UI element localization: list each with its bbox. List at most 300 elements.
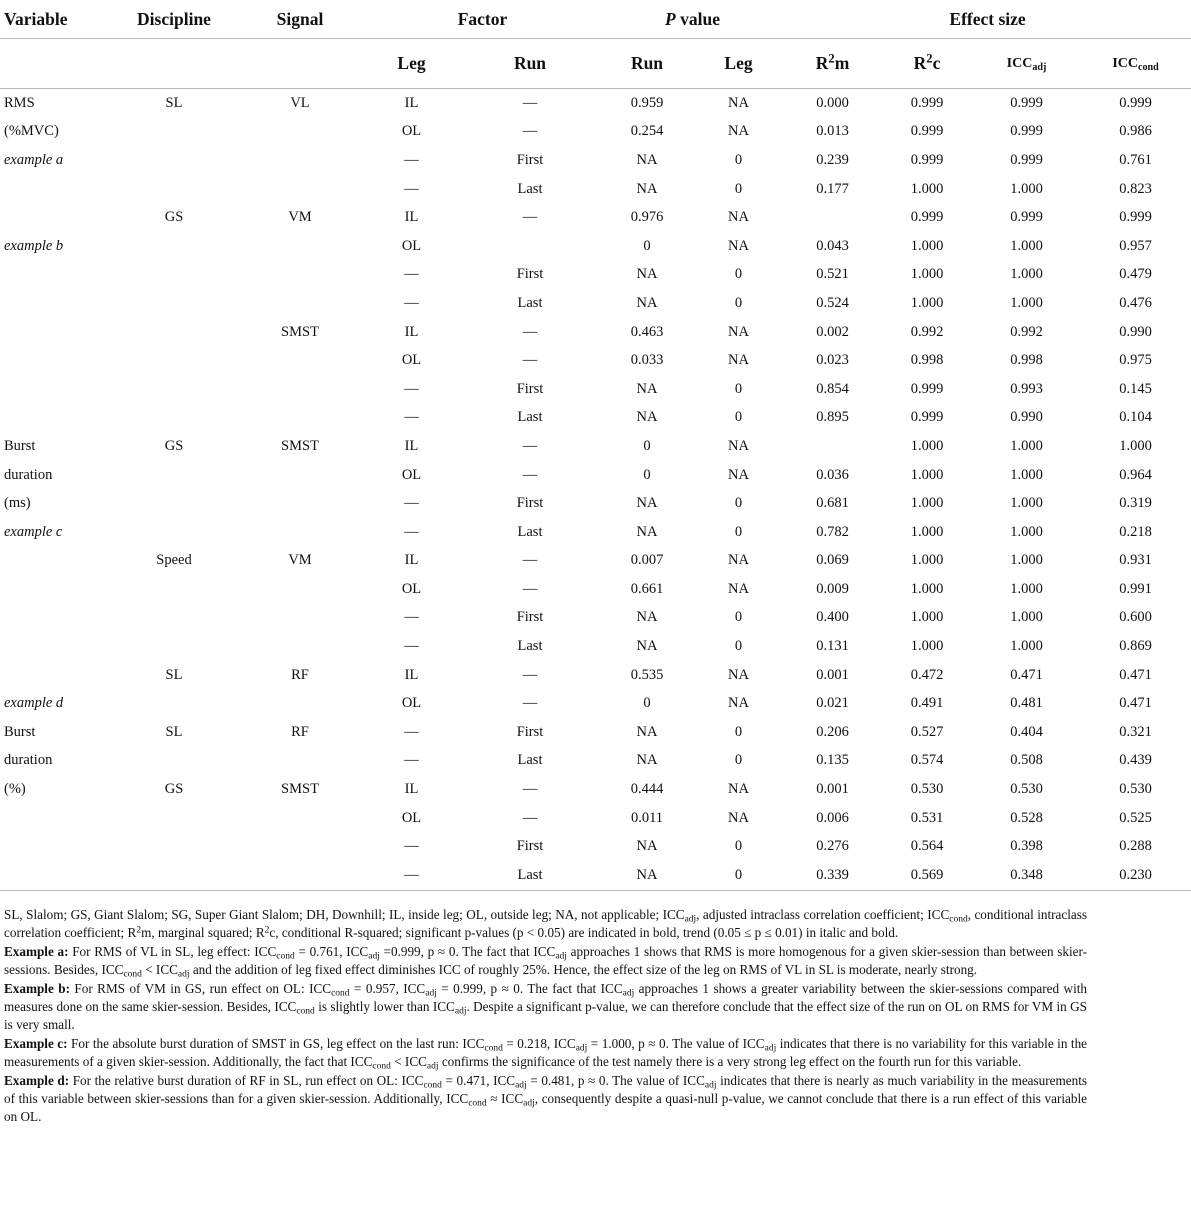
cell-factor-leg: — — [404, 380, 419, 397]
cell-signal — [236, 489, 364, 518]
cell-r2m: 0.177 — [816, 180, 849, 197]
cell-signal — [236, 804, 364, 833]
cell-p-run: NA — [636, 180, 658, 197]
cell-factor-leg: OL — [401, 809, 422, 826]
cell-icc-cond: 0.869 — [1119, 638, 1152, 655]
cell-variable: (ms) — [4, 495, 31, 512]
cell-variable: duration — [4, 466, 53, 483]
cell-p-leg: NA — [728, 466, 749, 483]
cell-p-leg: NA — [728, 666, 749, 683]
cell-factor-run: Last — [517, 409, 543, 426]
cell-discipline — [112, 175, 236, 204]
cell-p-leg: NA — [728, 323, 749, 340]
cell-factor-leg: OL — [401, 466, 422, 483]
cell-r2c: 1.000 — [910, 466, 944, 483]
cell-icc-cond: 0.761 — [1119, 151, 1152, 168]
cell-p-run: NA — [636, 294, 658, 311]
cell-discipline — [112, 632, 236, 661]
cell-discipline — [112, 489, 236, 518]
cell-variable: example c — [4, 523, 63, 540]
cell-p-run: 0 — [643, 466, 651, 483]
cell-signal — [236, 518, 364, 547]
cell-r2c: 0.530 — [910, 781, 944, 798]
cell-signal — [236, 146, 364, 175]
table-row — [0, 832, 1191, 861]
cell-icc-cond: 0.218 — [1119, 523, 1152, 540]
cell-signal — [236, 289, 364, 318]
cell-p-run: 0.254 — [630, 123, 664, 140]
cell-factor-run: First — [516, 609, 544, 626]
cell-r2m: 0.400 — [816, 609, 849, 626]
cell-factor-leg: IL — [404, 323, 419, 340]
cell-icc-adj: 1.000 — [1010, 523, 1043, 540]
cell-p-leg: NA — [728, 123, 749, 140]
cell-factor-leg: OL — [401, 237, 422, 254]
cell-signal — [236, 604, 364, 633]
cell-icc-adj: 0.481 — [1010, 695, 1043, 712]
table-row — [0, 747, 1191, 776]
cell-p-leg: 0 — [734, 638, 743, 655]
cell-r2m: 0.001 — [816, 666, 849, 683]
cell-factor-leg: — — [404, 151, 419, 168]
cell-icc-cond: 0.321 — [1119, 723, 1152, 740]
table-body — [0, 89, 1191, 891]
cell-r2c: 1.000 — [910, 638, 944, 655]
cell-variable — [0, 575, 112, 604]
table-row — [0, 346, 1191, 375]
cell-icc-cond: 0.530 — [1119, 781, 1152, 798]
cell-icc-adj: 1.000 — [1010, 552, 1043, 569]
table-row — [0, 575, 1191, 604]
cell-factor-leg: IL — [404, 437, 419, 454]
footnote-example-a: Example a: For RMS of VL in SL, leg effect: $ICC_{cond} = 0.761$, $ICC_{adj} =0.999$, p ≈ 0. The fact that $ICC_{adj}$ approaches 1 shows that RMS is more homogenous for a given skier-session than between skier-sessions. Besides, $ICC_{cond} < ICC_{adj}$ and the addition of leg fixed effect diminishes ICC of roughly 25%. Hence, the effect size of the leg on RMS of VL in SL is moderate, nearly strong. — [4, 944, 1088, 980]
header-factor-leg: Leg — [364, 39, 459, 89]
cell-variable — [0, 318, 112, 347]
cell-icc-adj: 0.398 — [1010, 838, 1043, 855]
cell-p-leg: 0 — [734, 380, 743, 397]
cell-icc-adj: 0.999 — [1010, 123, 1043, 140]
cell-discipline — [112, 461, 236, 490]
cell-r2m — [784, 432, 881, 461]
cell-icc-adj: 0.348 — [973, 861, 1080, 890]
cell-factor-run: First — [516, 266, 544, 283]
cell-p-run: NA — [636, 523, 658, 540]
cell-r2m: 0.021 — [816, 695, 849, 712]
cell-factor-run: — — [522, 323, 538, 340]
table-row — [0, 661, 1191, 690]
cell-p-run: 0 — [643, 237, 651, 254]
cell-r2m: 0.782 — [816, 523, 849, 540]
cell-icc-cond: 0.479 — [1119, 266, 1152, 283]
header-icc-adj: $ICC_{adj}$ — [973, 39, 1080, 89]
cell-discipline — [112, 375, 236, 404]
table-row — [0, 375, 1191, 404]
cell-icc-adj: 0.528 — [1010, 809, 1043, 826]
cell-p-leg: NA — [728, 237, 749, 254]
cell-variable: duration — [4, 752, 53, 769]
cell-p-leg: 0 — [693, 861, 784, 890]
cell-factor-run: First — [516, 495, 544, 512]
cell-factor-leg: — — [404, 752, 419, 769]
cell-variable: example a — [4, 151, 64, 168]
cell-variable — [0, 632, 112, 661]
cell-signal — [236, 861, 364, 890]
cell-signal: VL — [290, 94, 310, 111]
cell-factor-run: First — [516, 380, 544, 397]
header-discipline: Discipline — [112, 0, 236, 39]
table-row — [0, 632, 1191, 661]
header-p-value — [601, 0, 784, 39]
cell-factor-run: Last — [517, 180, 543, 197]
cell-discipline: GS — [164, 781, 184, 798]
cell-factor-leg: — — [404, 609, 419, 626]
cell-signal: VM — [288, 209, 312, 226]
cell-signal — [236, 232, 364, 261]
cell-factor-leg: — — [404, 266, 419, 283]
table-row — [0, 289, 1191, 318]
cell-variable — [0, 346, 112, 375]
cell-icc-cond: 0.999 — [1119, 94, 1152, 111]
cell-variable: RMS — [4, 94, 35, 111]
footnote-example-b: Example b: For RMS of VM in GS, run effect on OL: $ICC_{cond} = 0.957$, $ICC_{adj} = 0.999$, p ≈ 0. The fact that $ICC_{adj}$ approaches 1 shows a greater variability between the skier-sessions compared with measures done on the same skier-session. Besides, $ICC_{cond}$ is slightly lower than $ICC_{adj}$. Despite a significant p-value, we can therefore conclude that the effect size of the run on OL on RMS for VM in GS is very small. — [4, 981, 1087, 1032]
cell-icc-cond: 0.439 — [1119, 752, 1152, 769]
cell-factor-run: First — [516, 723, 544, 740]
cell-icc-adj: 0.508 — [1010, 752, 1043, 769]
cell-icc-adj: 1.000 — [1010, 437, 1043, 454]
cell-r2c: 1.000 — [910, 266, 944, 283]
header-variable: Variable — [0, 0, 112, 39]
cell-factor-leg: — — [404, 838, 419, 855]
cell-signal — [236, 404, 364, 433]
header-r2c: $R^2c$ — [881, 39, 973, 89]
cell-variable — [0, 175, 112, 204]
cell-r2m: 0.001 — [816, 781, 849, 798]
cell-r2m: 0.854 — [816, 380, 849, 397]
cell-factor-run: Last — [517, 638, 543, 655]
cell-variable: (%MVC) — [4, 123, 59, 140]
cell-icc-adj: 0.999 — [1010, 151, 1043, 168]
cell-icc-adj: 1.000 — [1010, 237, 1043, 254]
cell-p-leg: NA — [728, 437, 749, 454]
cell-signal: RF — [291, 723, 309, 740]
header-signal: Signal — [236, 0, 364, 39]
cell-factor-run: — — [522, 466, 538, 483]
cell-factor-leg: — — [404, 294, 419, 311]
cell-factor-leg: IL — [404, 781, 419, 798]
cell-variable — [0, 404, 112, 433]
cell-p-run: NA — [636, 752, 658, 769]
cell-r2c: 0.999 — [910, 94, 944, 111]
cell-discipline — [112, 689, 236, 718]
cell-factor-leg: — — [404, 409, 419, 426]
header-p-italic: P — [665, 8, 676, 29]
cell-p-leg: 0 — [734, 409, 743, 426]
cell-p-leg: NA — [728, 94, 749, 111]
cell-signal — [236, 118, 364, 147]
cell-icc-cond: 0.230 — [1080, 861, 1191, 890]
table-row — [0, 718, 1191, 747]
cell-r2m: 0.206 — [816, 723, 849, 740]
cell-signal — [236, 747, 364, 776]
cell-r2c: 1.000 — [910, 552, 944, 569]
cell-icc-adj: 0.993 — [1010, 380, 1043, 397]
header-factor: Factor — [364, 0, 601, 39]
cell-icc-adj: 0.999 — [1010, 94, 1043, 111]
cell-r2m: 0.013 — [816, 123, 849, 140]
cell-p-leg: 0 — [734, 151, 743, 168]
cell-p-leg: 0 — [734, 752, 743, 769]
table-row — [0, 689, 1191, 718]
cell-r2c: 0.527 — [910, 723, 944, 740]
cell-p-run: 0.007 — [630, 552, 664, 569]
cell-r2c: 1.000 — [910, 294, 944, 311]
cell-icc-cond: 0.823 — [1119, 180, 1152, 197]
cell-p-leg: 0 — [734, 180, 743, 197]
cell-p-run: 0.011 — [630, 809, 664, 826]
cell-p-leg: NA — [728, 209, 749, 226]
cell-r2m: 0.069 — [816, 552, 849, 569]
header-r2m: $R^2m$ — [784, 39, 881, 89]
cell-factor-leg: OL — [401, 123, 422, 140]
cell-discipline — [112, 318, 236, 347]
cell-r2c: 0.999 — [910, 380, 944, 397]
cell-r2m: 0.043 — [816, 237, 849, 254]
table-row — [0, 804, 1191, 833]
cell-signal — [236, 575, 364, 604]
cell-r2m: 0.002 — [816, 323, 849, 340]
header-p-rest: value — [675, 8, 720, 29]
cell-discipline — [112, 118, 236, 147]
table-row — [0, 118, 1191, 147]
table-row — [0, 175, 1191, 204]
cell-p-run: NA — [636, 609, 658, 626]
cell-discipline: SL — [165, 94, 183, 111]
cell-factor-leg: OL — [401, 580, 422, 597]
cell-r2c: 0.999 — [910, 123, 944, 140]
cell-discipline — [112, 346, 236, 375]
cell-icc-cond: 0.600 — [1119, 609, 1152, 626]
cell-icc-cond: 0.145 — [1119, 380, 1152, 397]
cell-r2m: 0.521 — [816, 266, 849, 283]
cell-factor-leg: — — [404, 495, 419, 512]
cell-factor-run: — — [522, 781, 538, 798]
cell-r2m: 0.339 — [784, 861, 881, 890]
cell-icc-cond: 0.288 — [1119, 838, 1152, 855]
cell-r2c: 0.999 — [910, 409, 944, 426]
cell-p-leg: 0 — [734, 294, 743, 311]
cell-r2m: 0.895 — [816, 409, 849, 426]
cell-icc-adj: 0.471 — [1010, 666, 1043, 683]
cell-discipline: GS — [164, 437, 184, 454]
cell-icc-adj: 1.000 — [1010, 609, 1043, 626]
cell-variable — [0, 261, 112, 290]
cell-r2m: 0.009 — [816, 580, 849, 597]
cell-discipline — [112, 804, 236, 833]
cell-factor-run: — — [522, 437, 538, 454]
cell-icc-cond: 0.319 — [1119, 495, 1152, 512]
cell-factor-run: — — [522, 352, 538, 369]
cell-p-leg: 0 — [734, 523, 743, 540]
cell-icc-adj: 0.404 — [1010, 723, 1043, 740]
cell-p-leg: 0 — [734, 609, 743, 626]
cell-p-leg: 0 — [734, 838, 743, 855]
cell-variable — [0, 203, 112, 232]
cell-factor-run: — — [522, 123, 538, 140]
table-row — [0, 432, 1191, 461]
cell-factor-run: First — [516, 151, 544, 168]
cell-icc-cond: 0.990 — [1119, 323, 1152, 340]
cell-p-run: NA — [636, 638, 658, 655]
cell-variable: example b — [4, 237, 64, 254]
cell-variable — [0, 832, 112, 861]
cell-variable — [0, 804, 112, 833]
cell-r2c: 0.574 — [910, 752, 944, 769]
table-row — [0, 547, 1191, 576]
footnote-example-c: Example c: For the absolute burst duration of SMST in GS, leg effect on the last run: $ICC_{cond} = 0.218$, $ICC_{adj} = 1.000$, p ≈ 0. The value of $ICC_{adj}$ indicates that there is no variability for this variable in the measurements of a given skier-session. Additionally, the fact that $ICC_{cond} < ICC_{adj}$ confirms the significance of the test namely there is a very strong leg effect on the fourth run for this variable. — [4, 1036, 1088, 1072]
cell-discipline — [112, 232, 236, 261]
cell-variable — [0, 289, 112, 318]
cell-p-run: 0.976 — [630, 209, 664, 226]
cell-r2m: 0.006 — [816, 809, 849, 826]
cell-icc-adj: 1.000 — [1010, 180, 1043, 197]
cell-r2c: 0.998 — [910, 352, 944, 369]
cell-icc-adj: 1.000 — [1010, 580, 1043, 597]
cell-r2c: 0.992 — [910, 323, 944, 340]
cell-factor-run — [459, 232, 601, 261]
cell-p-run: NA — [636, 495, 658, 512]
table-row — [0, 604, 1191, 633]
cell-p-run: 0.535 — [630, 666, 664, 683]
cell-r2c: 1.000 — [910, 437, 944, 454]
cell-variable: Burst — [4, 437, 36, 454]
cell-factor-run: Last — [517, 752, 543, 769]
cell-p-run: 0 — [643, 437, 651, 454]
cell-factor-leg: IL — [404, 666, 419, 683]
cell-icc-cond: 0.957 — [1119, 237, 1152, 254]
cell-icc-cond: 1.000 — [1119, 437, 1152, 454]
cell-discipline: Speed — [156, 552, 192, 569]
table-row — [0, 404, 1191, 433]
table-row — [0, 775, 1191, 804]
cell-signal — [236, 175, 364, 204]
cell-r2c: 1.000 — [910, 237, 944, 254]
cell-icc-cond: 0.525 — [1119, 809, 1152, 826]
cell-discipline — [112, 518, 236, 547]
cell-r2m: 0.135 — [816, 752, 849, 769]
cell-r2m: 0.524 — [816, 294, 849, 311]
cell-factor-leg: — — [364, 861, 459, 890]
cell-signal: SMST — [281, 437, 319, 454]
cell-r2c: 1.000 — [910, 580, 944, 597]
cell-icc-adj: 1.000 — [1010, 294, 1043, 311]
cell-signal — [236, 689, 364, 718]
cell-discipline: GS — [164, 209, 184, 226]
header-p-leg: Leg — [693, 39, 784, 89]
cell-r2m: 0.023 — [816, 352, 849, 369]
cell-variable: example d — [4, 695, 64, 712]
cell-r2c: 1.000 — [910, 609, 944, 626]
cell-signal — [236, 632, 364, 661]
cell-p-leg: NA — [728, 580, 749, 597]
cell-p-run: NA — [601, 861, 693, 890]
cell-r2c: 0.531 — [910, 809, 944, 826]
cell-signal — [236, 832, 364, 861]
cell-r2c: 0.491 — [910, 695, 944, 712]
cell-variable: Burst — [4, 723, 36, 740]
table-row — [0, 261, 1191, 290]
cell-discipline: SL — [165, 723, 183, 740]
cell-signal — [236, 461, 364, 490]
cell-icc-cond: 0.991 — [1119, 580, 1152, 597]
cell-p-run: 0.661 — [630, 580, 664, 597]
table-footnotes — [4, 906, 1087, 1125]
cell-factor-leg: IL — [404, 209, 419, 226]
cell-variable — [0, 861, 112, 890]
cell-factor-run: — — [522, 809, 538, 826]
cell-factor-leg: OL — [401, 352, 422, 369]
table-row — [0, 146, 1191, 175]
cell-icc-cond: 0.471 — [1119, 666, 1152, 683]
cell-factor-leg: — — [404, 638, 419, 655]
footnote-example-d: Example d: For the relative burst duration of RF in SL, run effect on OL: $ICC_{cond} = 0.471$, $ICC_{adj} = 0.481$, p ≈ 0. The value of $ICC_{adj}$ indicates that there is nearly as much variability in the measurements of this variable between skier-sessions than for a given skier-session. Additionally, $ICC_{cond} \approx ICC_{adj}$, consequently despite a quasi-null p-value, we cannot conclude that there is a run effect of this variable on OL. — [4, 1073, 1087, 1124]
cell-icc-adj: 1.000 — [1010, 638, 1043, 655]
header-row-sub — [0, 39, 1191, 89]
cell-signal: SMST — [281, 781, 319, 798]
cell-discipline — [112, 575, 236, 604]
cell-variable — [0, 375, 112, 404]
cell-factor-leg: IL — [404, 552, 419, 569]
cell-signal: VM — [288, 552, 312, 569]
header-icc-cond: $ICC_{cond}$ — [1080, 39, 1191, 89]
table-row — [0, 489, 1191, 518]
cell-icc-cond: 0.999 — [1119, 209, 1152, 226]
cell-discipline — [112, 261, 236, 290]
cell-p-run: 0.444 — [630, 781, 664, 798]
cell-r2m: 0.000 — [816, 94, 849, 111]
cell-discipline: SL — [165, 666, 183, 683]
header-factor-run: Run — [459, 39, 601, 89]
table-row — [0, 518, 1191, 547]
cell-r2c: 0.564 — [910, 838, 944, 855]
cell-r2m: 0.036 — [816, 466, 849, 483]
cell-r2m — [784, 203, 881, 232]
table-row — [0, 89, 1191, 118]
cell-discipline — [112, 861, 236, 890]
cell-icc-cond: 0.964 — [1119, 466, 1152, 483]
cell-p-leg: 0 — [734, 723, 743, 740]
cell-r2c: 0.999 — [910, 151, 944, 168]
cell-icc-adj: 1.000 — [1010, 495, 1043, 512]
cell-icc-adj: 1.000 — [1010, 466, 1043, 483]
cell-icc-adj: 0.998 — [1010, 352, 1043, 369]
cell-discipline — [112, 604, 236, 633]
cell-variable: (%) — [4, 781, 26, 798]
cell-p-run: 0.463 — [630, 323, 664, 340]
cell-discipline — [112, 289, 236, 318]
cell-icc-cond: 0.931 — [1119, 552, 1152, 569]
cell-r2m: 0.239 — [816, 151, 849, 168]
cell-factor-run: Last — [517, 523, 543, 540]
table-row — [0, 461, 1191, 490]
cell-factor-leg: — — [404, 723, 419, 740]
cell-p-run: NA — [636, 838, 658, 855]
cell-factor-run: — — [522, 94, 538, 111]
cell-r2m: 0.131 — [816, 638, 849, 655]
cell-factor-run: — — [522, 552, 538, 569]
cell-p-run: NA — [636, 380, 658, 397]
table-row — [0, 318, 1191, 347]
cell-icc-cond: 0.471 — [1119, 695, 1152, 712]
